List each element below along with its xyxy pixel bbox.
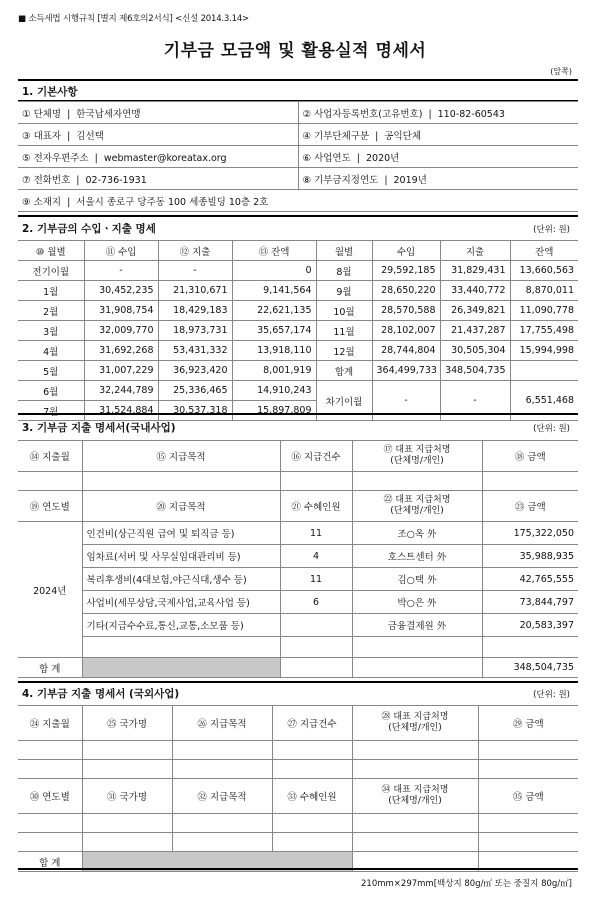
total-amount: 348,504,735 [482, 658, 578, 678]
column-header: ⑮ 지급목적 [82, 441, 280, 472]
income-cell: 28,744,804 [372, 341, 440, 361]
empty-cell [280, 637, 352, 658]
income-cell: 12월 [316, 341, 372, 361]
field-number: ③ [22, 130, 31, 142]
income-cell: 30,537,318 [158, 401, 232, 421]
column-header: ⑩ 월별 [18, 241, 84, 261]
field-number: ② [302, 108, 312, 120]
income-cell: 합계 [316, 361, 372, 381]
section2-title: 2. 기부금의 수입ㆍ지출 명세 [22, 223, 156, 235]
income-cell: 7월 [18, 401, 84, 421]
basic-info-cell [298, 146, 578, 168]
field-label: 기부금지정연도 [314, 174, 379, 186]
count-cell: 11 [280, 522, 352, 545]
income-cell: 31,007,229 [84, 361, 158, 381]
form-reference: ■ 소득세법 시행규칙 [별지 제6호의2서식] <신설 2014.3.14> [18, 14, 249, 24]
empty-cell [478, 814, 578, 833]
header-line: (단체명/개인) [388, 796, 442, 806]
field-value: 02-736-1931 [85, 174, 147, 186]
separator: | [94, 152, 98, 164]
income-cell: 전기이월 [18, 261, 84, 281]
income-row [18, 361, 578, 381]
empty-cell [482, 472, 578, 491]
field-label: 소재지 [33, 196, 62, 208]
income-cell: 364,499,733 [372, 361, 440, 381]
header-line: ㉞ 대표 지급처명 [381, 785, 449, 795]
income-row [18, 341, 578, 361]
income-cell: 13,660,563 [510, 261, 578, 281]
purpose-cell: 인건비(상근직원 급여 및 퇴직금 등) [82, 522, 280, 545]
total-label: 합 계 [18, 658, 82, 678]
basic-info-cell [18, 146, 298, 168]
income-cell: 31,524,884 [84, 401, 158, 421]
basic-info-row [18, 102, 578, 124]
empty-cell [172, 814, 272, 833]
income-cell: 36,923,420 [158, 361, 232, 381]
income-cell: 10월 [316, 301, 372, 321]
carry-forward-cell: - [440, 381, 510, 421]
column-header: ⑪ 수입 [84, 241, 158, 261]
income-cell: 21,437,287 [440, 321, 510, 341]
income-cell: 11월 [316, 321, 372, 341]
basic-info-cell [18, 168, 298, 190]
count-cell [280, 614, 352, 637]
empty-cell [82, 760, 172, 779]
amount-cell: 73,844,797 [482, 591, 578, 614]
carry-forward-cell: 6,551,468 [510, 381, 578, 421]
empty-cell [352, 741, 478, 760]
recipient-cell: 조○옥 外 [352, 522, 482, 545]
purpose-cell: 사업비(세무상담,국제사업,교육사업 등) [82, 591, 280, 614]
header-line: ㉘ 대표 지급처명 [381, 712, 449, 722]
count-cell: 4 [280, 545, 352, 568]
domestic-header-row [18, 491, 578, 522]
empty-cell [272, 760, 352, 779]
income-cell: 28,102,007 [372, 321, 440, 341]
domestic-row [18, 545, 578, 568]
empty-cell [478, 741, 578, 760]
field-number: ⑧ [302, 174, 312, 186]
column-header: ⑫ 지출 [158, 241, 232, 261]
empty-cell [82, 637, 280, 658]
header-line: ㉒ 대표 지급처명 [383, 495, 451, 505]
column-header [352, 441, 482, 472]
basic-info-row [18, 124, 578, 146]
income-cell: 53,431,332 [158, 341, 232, 361]
income-row [18, 381, 578, 401]
empty-cell [18, 760, 82, 779]
column-header: ㉝ 수혜인원 [272, 779, 352, 814]
field-number: ① [22, 108, 31, 120]
year-cell: 2024년 [18, 522, 82, 658]
basic-info-cell [298, 124, 578, 146]
income-cell: 9월 [316, 281, 372, 301]
income-row [18, 281, 578, 301]
section3-unit: (단위: 원) [533, 424, 570, 434]
amount-cell: 35,988,935 [482, 545, 578, 568]
amount-cell: 42,765,555 [482, 568, 578, 591]
overseas-header-row [18, 779, 578, 814]
column-header: ⑯ 지급건수 [280, 441, 352, 472]
purpose-cell: 임차료(서버 및 사무실임대관리비 등) [82, 545, 280, 568]
field-value: 2020년 [365, 152, 400, 164]
income-cell: 18,973,731 [158, 321, 232, 341]
field-label: 전화번호 [33, 174, 71, 186]
column-header: 수입 [372, 241, 440, 261]
field-label: 대표자 [33, 130, 62, 142]
column-header: ㉟ 금액 [478, 779, 578, 814]
basic-info-cell [298, 102, 578, 124]
section1-title: 1. 기본사항 [22, 86, 78, 98]
field-label: 단체명 [33, 108, 62, 120]
empty-cell [482, 637, 578, 658]
income-cell: 1월 [18, 281, 84, 301]
field-label: 기부단체구분 [314, 130, 370, 142]
income-cell: 26,349,821 [440, 301, 510, 321]
empty-cell [82, 814, 172, 833]
empty-cell [352, 814, 478, 833]
income-cell: 15,897,809 [232, 401, 316, 421]
income-cell: - [158, 261, 232, 281]
income-cell: 14,910,243 [232, 381, 316, 401]
income-cell: 5월 [18, 361, 84, 381]
empty-cell [478, 833, 578, 852]
empty-cell [172, 833, 272, 852]
empty-cell [272, 741, 352, 760]
domestic-row [18, 568, 578, 591]
basic-info-row [18, 190, 578, 212]
column-header: ㉜ 지급목적 [172, 779, 272, 814]
empty-cell [352, 637, 482, 658]
separator: | [67, 130, 71, 142]
domestic-row [18, 591, 578, 614]
overseas-header-row [18, 706, 578, 741]
column-header: 지출 [440, 241, 510, 261]
income-cell: 8월 [316, 261, 372, 281]
recipient-cell: 금융결제원 外 [352, 614, 482, 637]
column-header: ⑲ 연도별 [18, 491, 82, 522]
basic-info-cell [298, 168, 578, 190]
field-number: ⑤ [22, 152, 31, 164]
income-cell: 15,994,998 [510, 341, 578, 361]
empty-row [18, 833, 578, 852]
amount-cell: 175,322,050 [482, 522, 578, 545]
income-row [18, 321, 578, 341]
empty-cell [172, 760, 272, 779]
income-cell: 31,692,268 [84, 341, 158, 361]
field-value: 김선택 [76, 130, 104, 142]
income-cell: 9,141,564 [232, 281, 316, 301]
section4-unit: (단위: 원) [533, 690, 570, 700]
empty-cell [82, 472, 280, 491]
field-value: 공익단체 [384, 130, 422, 142]
income-cell: 30,452,235 [84, 281, 158, 301]
address-cell [18, 190, 578, 212]
column-header: ⑬ 잔액 [232, 241, 316, 261]
header-line: (단체명/개인) [388, 723, 442, 733]
column-header: ㉔ 지출월 [18, 706, 82, 741]
income-cell: 17,755,498 [510, 321, 578, 341]
field-value: 2019년 [393, 174, 427, 186]
empty-cell [18, 741, 82, 760]
field-number: ④ [302, 130, 312, 142]
income-cell: 31,908,754 [84, 301, 158, 321]
income-cell: 2월 [18, 301, 84, 321]
total-label: 합 계 [18, 852, 82, 872]
column-header: ㉗ 지급건수 [272, 706, 352, 741]
section3-title: 3. 기부금 지출 명세서(국내사업) [22, 422, 176, 434]
carry-forward-cell: 차기이월 [316, 381, 372, 421]
column-header: ㉚ 연도별 [18, 779, 82, 814]
income-cell: 18,429,183 [158, 301, 232, 321]
empty-cell [82, 741, 172, 760]
empty-row [18, 637, 578, 658]
income-cell: 11,090,778 [510, 301, 578, 321]
domestic-header-row [18, 441, 578, 472]
field-value: webmaster@koreatax.org [103, 152, 227, 164]
empty-cell [272, 833, 352, 852]
page-side-note: (앞쪽) [550, 67, 572, 76]
income-cell: - [84, 261, 158, 281]
income-expense-table [18, 240, 578, 421]
recipient-cell: 김○택 外 [352, 568, 482, 591]
purpose-cell: 복리후생비(4대보험,야근식대,생수 등) [82, 568, 280, 591]
domestic-expense-table [18, 440, 578, 678]
empty-cell [272, 814, 352, 833]
empty-cell [352, 658, 482, 678]
count-cell: 6 [280, 591, 352, 614]
recipient-cell: 호스트센터 外 [352, 545, 482, 568]
separator: | [384, 174, 388, 186]
income-cell: 6월 [18, 381, 84, 401]
income-cell: 21,310,671 [158, 281, 232, 301]
basic-info-table [18, 101, 578, 212]
field-label: 사업자등록번호(고유번호) [314, 108, 423, 120]
basic-info-cell [18, 102, 298, 124]
column-header: 잔액 [510, 241, 578, 261]
field-value: 110-82-60543 [437, 108, 505, 120]
income-cell [510, 361, 578, 381]
income-cell: 4월 [18, 341, 84, 361]
column-header: ㉓ 금액 [482, 491, 578, 522]
header-line: (단체명/개인) [390, 456, 444, 466]
income-cell: 28,570,588 [372, 301, 440, 321]
column-header [352, 491, 482, 522]
empty-cell [352, 760, 478, 779]
empty-cell [172, 741, 272, 760]
domestic-row [18, 522, 578, 545]
paper-spec-footer: 210mm×297mm[백상지 80g/㎡ 또는 중질지 80g/㎡] [361, 879, 572, 889]
column-header: ㉖ 지급목적 [172, 706, 272, 741]
column-header: ㉛ 국가명 [82, 779, 172, 814]
section2-unit: (단위: 원) [533, 225, 570, 235]
income-cell: 8,001,919 [232, 361, 316, 381]
field-label: 전자우편주소 [33, 152, 89, 164]
empty-cell [18, 833, 82, 852]
empty-cell [18, 814, 82, 833]
field-number: ⑦ [22, 174, 31, 186]
header-line: (단체명/개인) [390, 506, 444, 516]
carry-forward-cell: - [372, 381, 440, 421]
income-cell: 8,870,011 [510, 281, 578, 301]
total-row [18, 658, 578, 678]
empty-cell [280, 472, 352, 491]
empty-cell [352, 472, 482, 491]
header-line: ⑰ 대표 지급처명 [383, 445, 451, 455]
empty-cell [352, 833, 478, 852]
column-header [352, 779, 478, 814]
page-title: 기부금 모금액 및 활용실적 명세서 [163, 41, 427, 61]
separator: | [67, 108, 71, 120]
income-cell: 22,621,135 [232, 301, 316, 321]
field-value: 서울시 종로구 당주동 100 세종빌딩 10층 2호 [76, 196, 269, 208]
income-cell: 32,244,789 [84, 381, 158, 401]
field-value: 한국납세자연맹 [76, 108, 141, 120]
basic-info-row [18, 146, 578, 168]
field-number: ⑥ [302, 152, 312, 164]
income-row [18, 261, 578, 281]
empty-cell [18, 472, 82, 491]
column-header: ㉕ 국가명 [82, 706, 172, 741]
separator: | [375, 130, 379, 142]
income-cell: 28,650,220 [372, 281, 440, 301]
income-cell: 13,918,110 [232, 341, 316, 361]
gray-cell [82, 658, 280, 678]
column-header: ㉑ 수혜인원 [280, 491, 352, 522]
field-label: 사업연도 [314, 152, 351, 164]
basic-info-cell [18, 124, 298, 146]
empty-row [18, 814, 578, 833]
overseas-expense-table [18, 705, 578, 872]
separator: | [67, 196, 71, 208]
empty-row [18, 472, 578, 491]
empty-row [18, 760, 578, 779]
column-header: 월별 [316, 241, 372, 261]
income-cell: 29,592,185 [372, 261, 440, 281]
income-row [18, 301, 578, 321]
income-cell: 3월 [18, 321, 84, 341]
purpose-cell: 기타(지급수수료,통신,교통,소모품 등) [82, 614, 280, 637]
separator: | [76, 174, 80, 186]
recipient-cell: 박○은 外 [352, 591, 482, 614]
income-cell: 25,336,465 [158, 381, 232, 401]
income-cell: 32,009,770 [84, 321, 158, 341]
income-cell: 31,829,431 [440, 261, 510, 281]
income-cell: 33,440,772 [440, 281, 510, 301]
count-cell: 11 [280, 568, 352, 591]
domestic-row [18, 614, 578, 637]
income-header-row [18, 241, 578, 261]
column-header [352, 706, 478, 741]
column-header: ⑭ 지출월 [18, 441, 82, 472]
field-number: ⑨ [22, 196, 31, 208]
column-header: ㉙ 금액 [478, 706, 578, 741]
income-cell: 0 [232, 261, 316, 281]
separator: | [356, 152, 360, 164]
section4-title: 4. 기부금 지출 명세서 (국외사업) [22, 688, 180, 700]
income-cell: 35,657,174 [232, 321, 316, 341]
income-cell: 30,505,304 [440, 341, 510, 361]
income-cell: 348,504,735 [440, 361, 510, 381]
amount-cell: 20,583,397 [482, 614, 578, 637]
separator: | [428, 108, 432, 120]
empty-cell [478, 760, 578, 779]
column-header: ⑱ 금액 [482, 441, 578, 472]
empty-row [18, 741, 578, 760]
empty-cell [280, 658, 352, 678]
empty-cell [82, 833, 172, 852]
basic-info-row [18, 168, 578, 190]
column-header: ⑳ 지급목적 [82, 491, 280, 522]
